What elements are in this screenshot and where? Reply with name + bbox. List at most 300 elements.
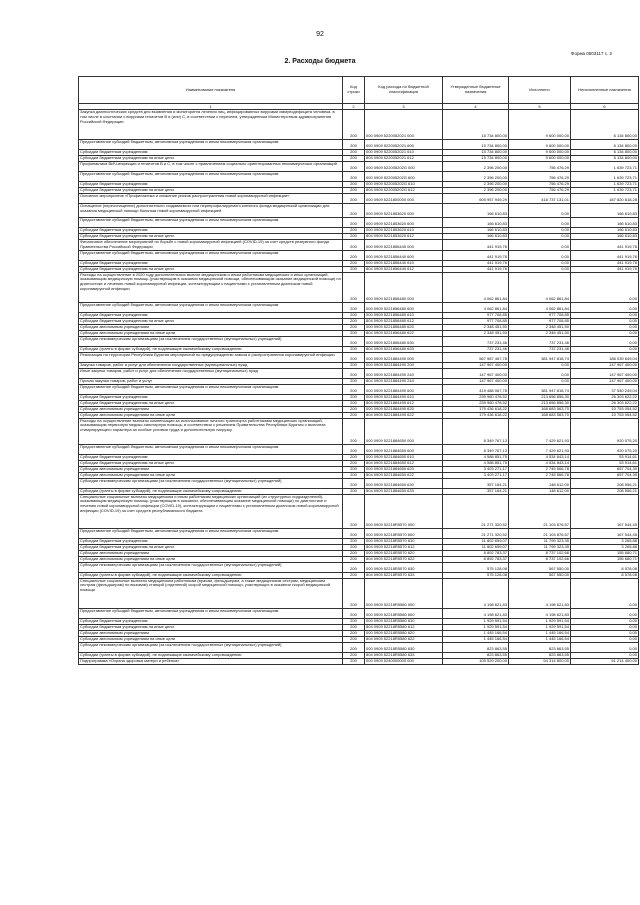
row-exec: 0,00: [509, 362, 571, 368]
row-code: 200: [343, 266, 365, 272]
row-kbk: 000 0909 52218R5570 610: [365, 538, 443, 544]
row-rest: 0,00: [571, 642, 639, 652]
row-rest: 6 134 800,00: [571, 150, 639, 156]
expenses-table: [78, 76, 639, 665]
row-code: 200: [343, 156, 365, 162]
row-code: 200: [343, 418, 365, 444]
row-exec: 1 445 166,54: [509, 636, 571, 642]
header-cell-name: Наименование показателя: [79, 77, 343, 104]
row-code: 200: [343, 330, 365, 336]
row-rest: 1 639 723,71: [571, 182, 639, 188]
row-plan: 823 863,55: [443, 652, 509, 658]
row-rest: 657 704,39: [571, 472, 639, 478]
header-cell-plan: Утвержденные бюджетные назначения: [443, 77, 509, 104]
row-exec: 9 600 000,00: [509, 156, 571, 162]
row-plan: 605 957 949,29: [443, 194, 509, 204]
row-kbk: 804 0909 5221884650 633: [365, 488, 443, 494]
row-rest: 920 075,20: [571, 418, 639, 444]
row-code: 200: [343, 172, 365, 182]
row-rest: 441 919,76: [571, 240, 639, 251]
row-exec: 756 476,29: [509, 188, 571, 194]
row-name: Субсидии бюджетным учреждениям: [79, 182, 343, 188]
row-exec: 2 348 451,50: [509, 330, 571, 336]
row-name: Оснащение (переоснащение) дополнительно создаваемого или перепрофилируемого коечного фонда медицинской организации для оказания медицинской помощи больным новой коронавирусной инфекцией: [79, 204, 343, 218]
row-rest: 0,00: [571, 336, 639, 346]
row-kbk: 000 0909 5221884490 620: [365, 406, 443, 412]
row-kbk: 000 0909 5221856480 000: [365, 272, 443, 302]
row-name: Специальные социальные выплаты медицинским и иным работникам медицинских организаций (их структурных подразделений), оказывающим медицинскую помощь (участвующим в оказании, обеспечивающим оказание медицинской помощи) по диагностике и лечению новой коронавирусной инфекции (COVID-19), контактирующим с пациентами с установленным диагнозом новой коронавирусной инфекции (COVID-19) за счет средств республиканского бюджета: [79, 494, 343, 528]
row-code: 200: [343, 250, 365, 260]
header-cell-exec: Исполнено: [509, 77, 571, 104]
row-kbk: 000 0909 522005202G 610: [365, 182, 443, 188]
row-kbk: 804 0909 5221884490 622: [365, 412, 443, 418]
row-rest: 1 639 723,71: [571, 188, 639, 194]
row-kbk: 804 0909 5221853620 612: [365, 234, 443, 240]
row-kbk: 000 0909 5221856440 610: [365, 260, 443, 266]
row-code: 200: [343, 352, 365, 362]
column-number: 3: [365, 104, 443, 110]
column-number: 6: [571, 104, 639, 110]
row-rest: 147 967 400,00: [571, 378, 639, 384]
row-code: 200: [343, 324, 365, 330]
row-code: 200: [343, 312, 365, 318]
row-kbk: 000 0909 5221884650 630: [365, 478, 443, 488]
row-exec: 4 062 861,84: [509, 272, 571, 302]
row-kbk: 804 0909 52218R5570 612: [365, 544, 443, 550]
row-exec: 9 600 000,00: [509, 110, 571, 140]
row-exec: 0,00: [509, 218, 571, 228]
row-kbk: 804 0909 522005202G 612: [365, 188, 443, 194]
row-rest: 6 134 800,00: [571, 156, 639, 162]
row-exec: 213 656 856,30: [509, 400, 571, 406]
row-plan: 2 396 200,00: [443, 188, 509, 194]
row-plan: 441 919,76: [443, 240, 509, 251]
row-exec: 4 534 843,14: [509, 454, 571, 460]
row-rest: 208 556,21: [571, 478, 639, 488]
row-name: Субсидии автономным учреждениям на иные цели: [79, 556, 343, 562]
row-exec: 756 476,29: [509, 162, 571, 172]
row-name: Профилактика ВИЧ-инфекции и гепатитов В и С, в том числе с привлечением социально ориентированных некоммерческих организаций: [79, 162, 343, 172]
row-code: 200: [343, 384, 365, 394]
row-rest: 0,00: [571, 618, 639, 624]
row-kbk: 804 0909 5221884650 622: [365, 472, 443, 478]
row-rest: 0,00: [571, 330, 639, 336]
row-plan: 977 708,85: [443, 312, 509, 318]
row-rest: 10 753 054,52: [571, 406, 639, 412]
row-name: Субсидии бюджетным учреждениям: [79, 150, 343, 156]
row-kbk: 000 0909 5221884490 600: [365, 384, 443, 394]
row-kbk: 000 0909 5221856440 000: [365, 240, 443, 251]
row-exec: 977 708,85: [509, 318, 571, 324]
row-kbk: 000 0909 5240000000 000: [365, 658, 443, 664]
row-exec: 213 656 856,30: [509, 394, 571, 400]
row-name: Субсидии (гранты в форме субсидий), не подлежащие казначейскому сопровождению: [79, 346, 343, 352]
row-kbk: 000 0909 5221884650 620: [365, 466, 443, 472]
row-name: Расходы на осуществление в 2020 году дополнительных выплат медицинским и иным работникам медицинских и иных организаций, оказывающим медицинскую помощь (участвующим в оказании медицинской помощи, обеспечивающим оказание медицинской помощи) по диагностике и лечению новой коронавирусной инфекции, контактирующим с пациентами с установленным диагнозом новой коронавирусной инфекции: [79, 272, 343, 302]
row-plan: 21 271 320,52: [443, 528, 509, 538]
row-plan: 166 610,83: [443, 218, 509, 228]
table-row: [79, 352, 639, 362]
row-plan: 239 960 478,52: [443, 394, 509, 400]
table-row: [79, 444, 639, 454]
row-kbk: 000 0909 52218R5570 000: [365, 494, 443, 528]
row-rest: 26 303 622,22: [571, 400, 639, 406]
row-exec: 1 929 591,54: [509, 624, 571, 630]
table-row: [79, 642, 639, 652]
table-row: [79, 272, 639, 302]
row-rest: 37 540 249,04: [571, 384, 639, 394]
row-kbk: 000 0909 52218R5580 620: [365, 630, 443, 636]
row-exec: 1 445 166,54: [509, 630, 571, 636]
row-name: Субсидии автономным учреждениям: [79, 466, 343, 472]
row-name: Иные закупки товаров, работ и услуг для обеспечения государственных (муниципальных) нужд: [79, 368, 343, 378]
row-rest: 0,00: [571, 630, 639, 636]
row-kbk: 804 0909 5221884490 244: [365, 378, 443, 384]
table-row: [79, 336, 639, 346]
row-rest: 1 639 723,71: [571, 172, 639, 182]
row-rest: 441 919,76: [571, 260, 639, 266]
row-name: Субсидии бюджетным учреждениям на иные цели: [79, 156, 343, 162]
row-exec: 823 863,55: [509, 652, 571, 658]
row-plan: 179 436 618,22: [443, 406, 509, 412]
row-kbk: 000 0909 522005202G 600: [365, 172, 443, 182]
row-kbk: 804 0909 5221856480 622: [365, 330, 443, 336]
row-rest: 0,00: [571, 324, 639, 330]
row-kbk: 804 0909 52218R5570 633: [365, 572, 443, 578]
row-code: 200: [343, 658, 365, 664]
row-exec: 2 348 451,50: [509, 324, 571, 330]
row-kbk: 000 0909 5221856480 600: [365, 302, 443, 312]
row-rest: 920 075,20: [571, 444, 639, 454]
row-exec: 737 231,46: [509, 346, 571, 352]
row-code: 200: [343, 234, 365, 240]
row-name: Субсидии автономным учреждениям: [79, 324, 343, 330]
row-rest: 166 610,83: [571, 204, 639, 218]
row-rest: 0,00: [571, 302, 639, 312]
row-exec: 9 600 000,00: [509, 150, 571, 156]
row-kbk: 000 0909 5221856480 610: [365, 312, 443, 318]
row-name: Реализация на территории Республики Бурятия мероприятий по предупреждению завоза и распространения коронавирусной инфекции: [79, 352, 343, 362]
row-plan: 166 610,83: [443, 204, 509, 218]
row-rest: 186 039 649,04: [571, 352, 639, 362]
row-rest: 441 919,76: [571, 266, 639, 272]
row-name: Субсидии бюджетным учреждениям: [79, 618, 343, 624]
row-plan: 4 588 851,75: [443, 460, 509, 466]
row-plan: 8 349 767,13: [443, 418, 509, 444]
row-kbk: 804 0909 5220052021 612: [365, 156, 443, 162]
row-rest: 0,00: [571, 346, 639, 352]
row-rest: 8 578,08: [571, 572, 639, 578]
row-exec: 567 550,00: [509, 562, 571, 572]
row-kbk: 000 0909 5221884490 000: [365, 352, 443, 362]
table-row: [79, 528, 639, 538]
row-name: Субсидии бюджетным учреждениям на иные цели: [79, 624, 343, 630]
row-code: 200: [343, 528, 365, 538]
row-name: Субсидии бюджетным учреждениям: [79, 394, 343, 400]
row-plan: 357 164,21: [443, 488, 509, 494]
row-kbk: 000 0909 5221884490 610: [365, 394, 443, 400]
row-name: Субсидии бюджетным учреждениям на иные цели: [79, 460, 343, 466]
row-name: Субсидии бюджетным учреждениям: [79, 228, 343, 234]
row-code: 200: [343, 556, 365, 562]
table-row: [79, 250, 639, 260]
row-name: Финансовое обеспечение мероприятий по борьбе с новой коронавирусной инфекцией (COVID-19) за счет средств резервного фонда Правительства Российской Федерации: [79, 240, 343, 251]
row-code: 200: [343, 642, 365, 652]
row-exec: 148 612,00: [509, 478, 571, 488]
form-code: Форма 0503117 с. 2: [571, 51, 612, 56]
row-plan: 3 403 271,17: [443, 472, 509, 478]
table-row: [79, 240, 639, 251]
row-plan: 179 436 618,22: [443, 412, 509, 418]
row-rest: 657 704,39: [571, 466, 639, 472]
row-rest: 147 967 400,00: [571, 368, 639, 378]
row-rest: 53 914,61: [571, 460, 639, 466]
row-code: 200: [343, 608, 365, 618]
table-row: [79, 194, 639, 204]
row-rest: 0,00: [571, 578, 639, 608]
row-kbk: 000 0909 5221884650 600: [365, 444, 443, 454]
row-code: 200: [343, 494, 365, 528]
row-plan: 11 802 659,07: [443, 544, 509, 550]
row-rest: 6 134 800,00: [571, 110, 639, 140]
row-kbk: 804 0909 52218R5580 612: [365, 624, 443, 630]
row-kbk: 000 0909 52218R5570 620: [365, 550, 443, 556]
row-exec: 0,00: [509, 378, 571, 384]
row-plan: 1 445 166,54: [443, 630, 509, 636]
row-kbk: 804 0909 52218R5570 622: [365, 556, 443, 562]
row-name: Субсидии бюджетным учреждениям: [79, 538, 343, 544]
row-rest: 208 556,21: [571, 488, 639, 494]
row-plan: 147 967 400,00: [443, 378, 509, 384]
row-rest: 166 610,83: [571, 218, 639, 228]
row-exec: 4 534 843,14: [509, 460, 571, 466]
row-name: Субсидии автономным учреждениям: [79, 630, 343, 636]
row-kbk: 000 0909 5221800000 000: [365, 194, 443, 204]
row-code: 200: [343, 550, 365, 556]
row-code: 200: [343, 572, 365, 578]
row-exec: 567 550,00: [509, 572, 571, 578]
row-rest: 155 680,71: [571, 556, 639, 562]
row-name: Расходы на осуществление выплаты компенсации за использование личного транспорта работниками медицинских организаций, оказывающим первичную медико-санитарную помощь, в соответствии с решением Правительства Республики Бурятия о выплатах стимулирующего характера за особые условия труда и дополнительную нагрузку: [79, 418, 343, 444]
row-code: 200: [343, 472, 365, 478]
row-code: 200: [343, 362, 365, 368]
row-plan: 737 231,46: [443, 346, 509, 352]
row-exec: 1 929 591,54: [509, 618, 571, 624]
row-code: 200: [343, 140, 365, 150]
row-rest: 10 753 054,52: [571, 412, 639, 418]
row-code: 200: [343, 412, 365, 418]
row-code: 200: [343, 544, 365, 550]
row-code: 200: [343, 368, 365, 378]
table-row: [79, 494, 639, 528]
header-cell-code: Код строки: [343, 77, 365, 104]
row-kbk: 000 0909 52218R5580 000: [365, 578, 443, 608]
row-name: Субсидии бюджетным учреждениям на иные цели: [79, 188, 343, 194]
row-code: 200: [343, 454, 365, 460]
table-body: [79, 110, 639, 665]
row-plan: 4 198 621,83: [443, 578, 509, 608]
row-code: 200: [343, 636, 365, 642]
row-name: Субсидии автономным учреждениям на иные цели: [79, 636, 343, 642]
table-row: [79, 658, 639, 664]
row-kbk: 000 0909 5221884650 000: [365, 418, 443, 444]
row-code: 200: [343, 578, 365, 608]
row-exec: 54 314 800,00: [509, 658, 571, 664]
row-code: 200: [343, 204, 365, 218]
row-exec: 2 745 566,78: [509, 472, 571, 478]
row-rest: 167 544,45: [571, 494, 639, 528]
row-rest: 8 578,08: [571, 562, 639, 572]
row-exec: 0,00: [509, 204, 571, 218]
row-rest: 0,00: [571, 312, 639, 318]
row-code: 200: [343, 188, 365, 194]
row-name: Предоставление субсидий бюджетным, автономным учреждениям и иным некоммерческим организациям: [79, 140, 343, 150]
column-number: 4: [443, 104, 509, 110]
row-name: Субсидии автономным учреждениям на иные цели: [79, 412, 343, 418]
row-plan: 2 348 451,50: [443, 324, 509, 330]
row-code: 200: [343, 240, 365, 251]
row-plan: 8 892 783,37: [443, 556, 509, 562]
row-code: 200: [343, 378, 365, 384]
row-code: 200: [343, 228, 365, 234]
row-code: 200: [343, 652, 365, 658]
row-kbk: 804 0909 5221884650 612: [365, 460, 443, 466]
table-row: [79, 140, 639, 150]
row-code: 200: [343, 260, 365, 266]
section-title: 2. Расходы бюджета: [284, 58, 356, 65]
row-rest: 0,00: [571, 624, 639, 630]
row-rest: 3 265,88: [571, 544, 639, 550]
row-kbk: 000 0909 52218R5570 600: [365, 528, 443, 538]
row-name: Предоставление субсидий бюджетным, автономным учреждениям и иным некоммерческим организациям: [79, 302, 343, 312]
row-code: 200: [343, 336, 365, 346]
row-exec: 21 103 876,57: [509, 494, 571, 528]
row-name: Предоставление субсидий бюджетным, автономным учреждениям и иным некоммерческим организациям: [79, 250, 343, 260]
row-plan: 239 960 478,52: [443, 400, 509, 406]
row-name: Закупка диагностических средств для выявления и мониторинга лечения лиц, инфицированных вирусами иммунодефицита человека, в том числе в сочетании с вирусами гепатитов В и (или) С, в соответствии с перечнем, утвержденным Министерством здравоохранения Российской Федерации: [79, 110, 343, 140]
row-kbk: 000 0909 5221853620 000: [365, 204, 443, 218]
row-rest: 166 610,83: [571, 234, 639, 240]
row-name: Субсидии (гранты в форме субсидий), не подлежащие казначейскому сопровождению: [79, 488, 343, 494]
row-exec: 0,00: [509, 266, 571, 272]
row-rest: 6 134 800,00: [571, 140, 639, 150]
row-plan: 1 445 166,54: [443, 636, 509, 642]
row-name: Субсидии бюджетным учреждениям на иные цели: [79, 544, 343, 550]
row-plan: 4 588 851,75: [443, 454, 509, 460]
row-plan: 4 062 861,84: [443, 272, 509, 302]
row-plan: 2 348 451,50: [443, 330, 509, 336]
row-exec: 2 745 566,78: [509, 466, 571, 472]
row-kbk: 000 0909 52218R5580 630: [365, 642, 443, 652]
row-name: Субсидии бюджетным учреждениям на иные цели: [79, 400, 343, 406]
table-row: [79, 110, 639, 140]
row-name: Субсидии бюджетным учреждениям: [79, 312, 343, 318]
row-exec: 148 612,00: [509, 488, 571, 494]
row-code: 200: [343, 318, 365, 324]
row-name: Субсидии бюджетным учреждениям: [79, 260, 343, 266]
row-kbk: 804 0909 52218R5580 622: [365, 636, 443, 642]
row-code: 200: [343, 460, 365, 466]
row-exec: 0,00: [509, 228, 571, 234]
row-code: 200: [343, 182, 365, 188]
row-code: 200: [343, 110, 365, 140]
row-name: Субсидии автономным учреждениям на иные цели: [79, 472, 343, 478]
row-kbk: 000 0909 52218R5580 600: [365, 608, 443, 618]
row-rest: 1 639 723,71: [571, 162, 639, 172]
row-name: Субсидии бюджетным учреждениям: [79, 454, 343, 460]
row-plan: 8 349 767,13: [443, 444, 509, 454]
row-name: Субсидии некоммерческим организациям (за исключением государственных (муниципальных) учреждений): [79, 478, 343, 488]
row-name: Субсидии некоммерческим организациям (за исключением государственных (муниципальных) учреждений): [79, 336, 343, 346]
row-rest: 441 919,76: [571, 250, 639, 260]
row-plan: 2 396 200,00: [443, 162, 509, 172]
row-kbk: 000 0909 5220052021 610: [365, 150, 443, 156]
row-exec: 4 198 621,83: [509, 608, 571, 618]
row-plan: 575 128,08: [443, 562, 509, 572]
row-code: 200: [343, 618, 365, 624]
row-name: Прочая закупка товаров, работ и услуг: [79, 378, 343, 384]
row-kbk: 000 0909 5220052021 600: [365, 140, 443, 150]
row-exec: 0,00: [509, 234, 571, 240]
row-code: 200: [343, 562, 365, 572]
header-cell-kbk: Код расхода по бюджетной классификации: [365, 77, 443, 104]
row-rest: 187 820 818,28: [571, 194, 639, 204]
row-kbk: 000 0909 5221884650 610: [365, 454, 443, 460]
row-plan: 441 919,76: [443, 260, 509, 266]
row-code: 200: [343, 478, 365, 488]
row-kbk: 000 0909 5220052021 000: [365, 110, 443, 140]
row-exec: 418 737 131,01: [509, 194, 571, 204]
row-rest: 0,00: [571, 636, 639, 642]
row-exec: 0,00: [509, 250, 571, 260]
row-code: 200: [343, 624, 365, 630]
row-name: Субсидии бюджетным учреждениям на иные цели: [79, 266, 343, 272]
row-kbk: 804 0909 5221856480 633: [365, 346, 443, 352]
row-name: Предоставление субсидий бюджетным, автономным учреждениям и иным некоммерческим организациям: [79, 384, 343, 394]
row-name: Субсидии автономным учреждениям: [79, 550, 343, 556]
row-plan: 8 892 783,37: [443, 550, 509, 556]
row-code: 200: [343, 630, 365, 636]
row-exec: 7 429 621,93: [509, 444, 571, 454]
row-plan: 567 987 467,78: [443, 352, 509, 362]
row-rest: 3 265,88: [571, 538, 639, 544]
row-exec: 8 737 102,66: [509, 550, 571, 556]
row-kbk: 000 0909 5221856480 620: [365, 324, 443, 330]
table-row: [79, 302, 639, 312]
row-rest: 0,00: [571, 608, 639, 618]
row-code: 200: [343, 346, 365, 352]
row-rest: 167 544,45: [571, 528, 639, 538]
row-kbk: 000 0909 522005202G 000: [365, 162, 443, 172]
row-code: 200: [343, 538, 365, 544]
page-number: 92: [316, 31, 324, 38]
row-kbk: 804 0909 5221884490 612: [365, 400, 443, 406]
row-name: Субсидии (гранты в форме субсидий), не подлежащие казначейскому сопровождению: [79, 652, 343, 658]
row-kbk: 000 0909 52218R5570 630: [365, 562, 443, 572]
row-plan: 3 403 271,17: [443, 466, 509, 472]
row-name: Предоставление субсидий бюджетным, автономным учреждениям и иным некоммерческим организациям: [79, 528, 343, 538]
row-plan: 441 919,76: [443, 250, 509, 260]
table-row: [79, 384, 639, 394]
row-plan: 4 062 861,84: [443, 302, 509, 312]
row-plan: 15 734 800,00: [443, 140, 509, 150]
row-plan: 357 164,21: [443, 478, 509, 488]
row-kbk: 804 0909 5221856440 612: [365, 266, 443, 272]
row-plan: 441 919,76: [443, 266, 509, 272]
row-kbk: 000 0909 5221853620 610: [365, 228, 443, 234]
row-name: Предоставление субсидий бюджетным, автономным учреждениям и иным некоммерческим организациям: [79, 444, 343, 454]
row-plan: 147 967 400,00: [443, 368, 509, 378]
